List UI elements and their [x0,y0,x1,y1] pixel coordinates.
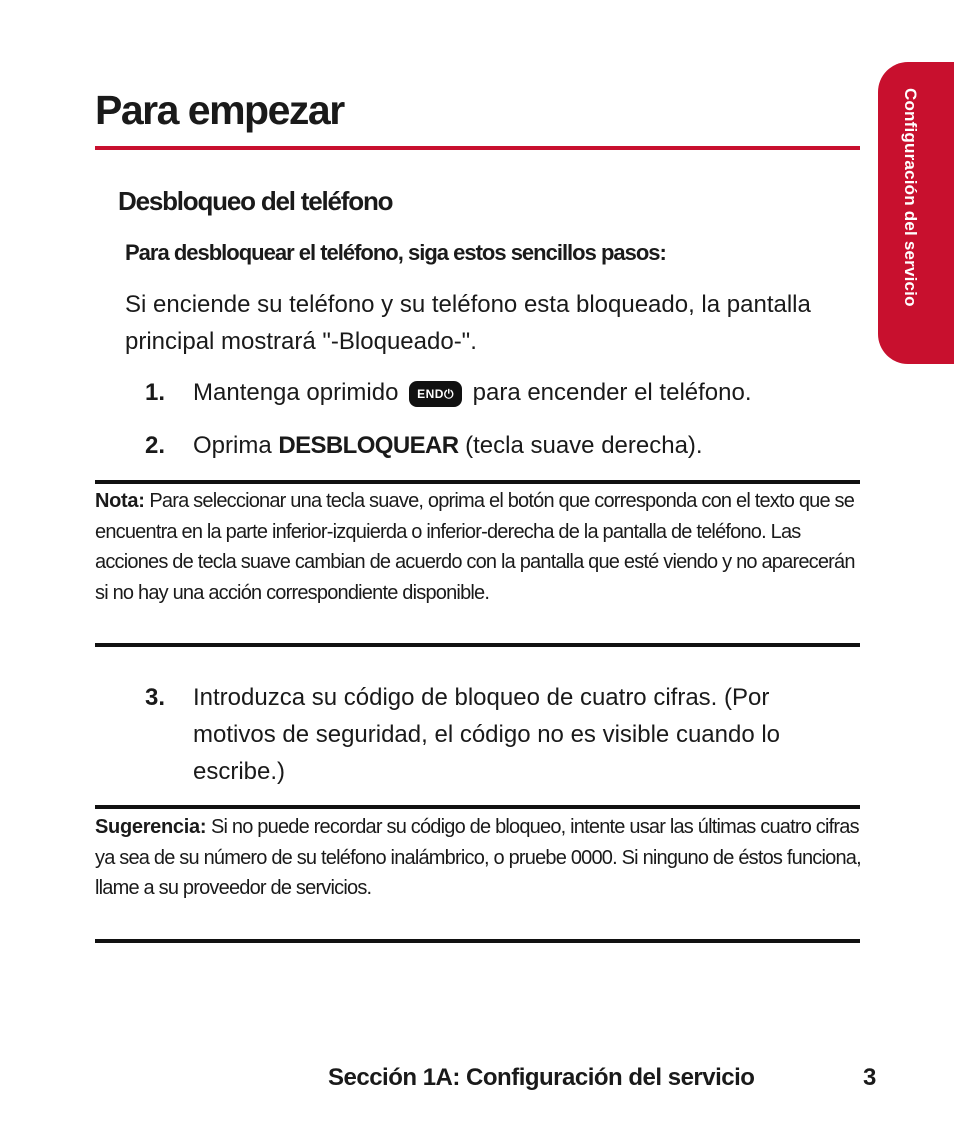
section-heading: Desbloqueo del teléfono [118,186,393,216]
tip-label: Sugerencia: [95,816,207,838]
instructions-text: Para desbloquear el teléfono, siga estos sencillos pasos: [125,240,666,265]
note-text: Para seleccionar una tecla suave, oprima el botón que corresponda con el texto que se encuentra en la parte inferior-izquierda o inferior-derecha de la pantalla de teléfono. Las acciones de tecla suave cambian de acuerdo con la pantalla que esté viendo y no aparecerán si no hay una acción correspondiente disponible. [95,490,855,604]
note-box [95,486,865,608]
end-key-icon: END⏻ [409,381,462,407]
note-bottom-rule [95,643,860,647]
step-text [193,427,853,464]
page-number: 3 [863,1064,877,1091]
softkey-label: DESBLOQUEAR [278,432,459,459]
step-text-before: Oprima [193,432,272,459]
footer-section-title: Sección 1A: Configuración del servicio [328,1064,755,1091]
step-number: 1. [145,379,166,406]
intro-paragraph: Si enciende su teléfono y su teléfono esta bloqueado, la pantalla principal mostrará "-Bloqueado-". [125,291,811,355]
tip-box [95,812,865,904]
step-text: Introduzca su código de bloqueo de cuatro cifras. (Por motivos de seguridad, el código no es visible cuando lo escribe.) [193,684,781,785]
step-text [193,374,853,411]
step-text-before: Mantenga oprimido [193,379,399,406]
title-divider [95,146,860,150]
tip-bottom-rule [95,939,860,943]
note-top-rule [95,480,860,484]
step-text-after: (tecla suave derecha). [465,432,703,459]
step-number: 3. [145,684,166,711]
side-tab-label: Configuración del servicio [901,88,920,307]
step-text-after: para encender el teléfono. [472,379,752,406]
tip-text: Si no puede recordar su código de bloqueo, intente usar las últimas cuatro cifras ya sea de su número de su teléfono inalámbrico, o pruebe 0000. Si ninguno de éstos funciona, llame a su proveedor de servicios. [95,816,861,899]
tip-top-rule [95,805,860,809]
step-number: 2. [145,432,166,459]
page-title: Para empezar [95,87,344,133]
note-label: Nota: [95,490,145,512]
